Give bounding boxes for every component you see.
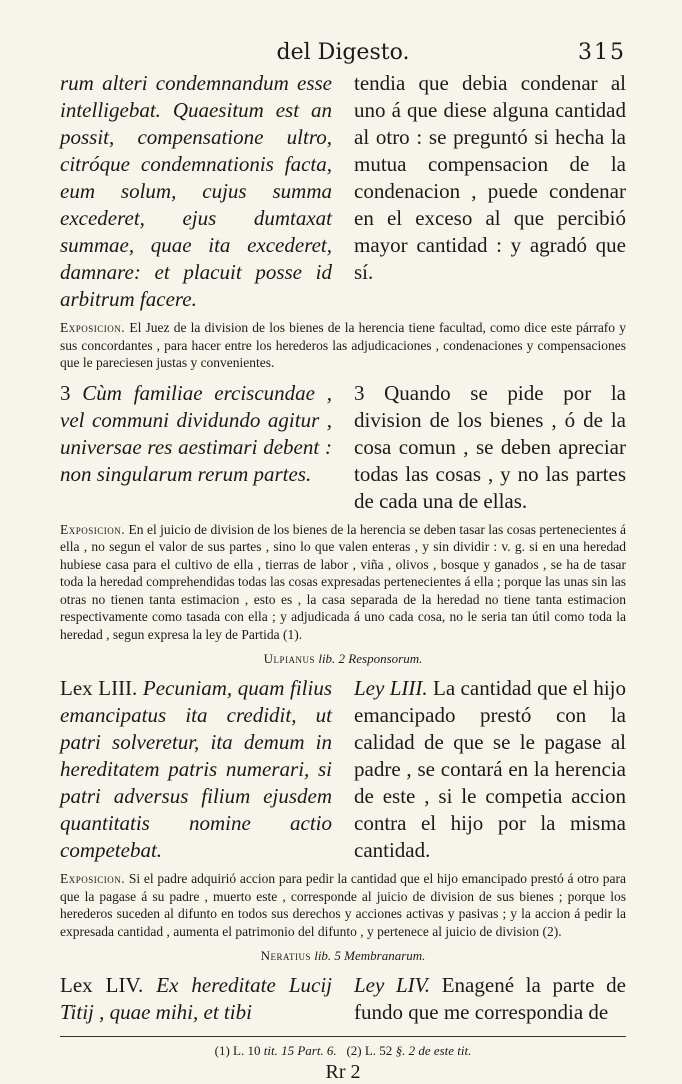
attribution-ulpianus bbox=[60, 651, 626, 667]
footnote-2-mark: (2) bbox=[336, 1043, 365, 1058]
latin-column bbox=[60, 380, 332, 515]
spanish-column: tendia que debia condenar al uno á que diese alguna cantidad al otro : se preguntó si hecha la mutua compensacion de la condenacion , puede condenar en el exceso al que percibió mayor cantidad : y agradó que sí. bbox=[354, 71, 626, 284]
latin-column: rum alteri condemnandum esse intelligebat. Quaesitum est an possit, compensatione ultro, citróque condemnationis facta, eum solum, cujus summa excederet, ejus dumtaxat summae, quae ita excederet, damnare: et placuit posse id arbitrum facere. bbox=[60, 71, 332, 311]
spanish-text: Enagené la parte de fundo que me correspondia de bbox=[354, 973, 626, 1024]
parallel-block-4 bbox=[60, 972, 626, 1026]
paragraph-number: 3 bbox=[354, 380, 365, 405]
footnote-1-text: tit. 15 Part. 6. bbox=[260, 1043, 337, 1058]
footnote-1-ref: L. 10 bbox=[233, 1043, 261, 1058]
exposicion-text: Si el padre adquirió accion para pedir la cantidad que el hijo emancipado prestó á otro para que la pagase á su padre , muerto este , corresponde al juicio de division de sus bienes ; porque los herederos suceden al difunto en todos sus derechos y acciones activas y pasivas ; y la accion á pedir la expresada cantidad , aumenta el patrimonio del difunto , y pertenece al juicio de division (2). bbox=[60, 871, 626, 939]
footnote-2-ref: L. 52 bbox=[364, 1043, 393, 1058]
footnote-1-mark: (1) bbox=[214, 1043, 234, 1058]
exposicion-2 bbox=[60, 521, 626, 644]
law-heading: Lex LIV. bbox=[60, 973, 157, 997]
page-number: 315 bbox=[578, 40, 626, 65]
exposicion-label: Exposicion. bbox=[60, 521, 126, 537]
exposicion-1 bbox=[60, 319, 626, 372]
footnote-2-text: §. 2 de este tit. bbox=[392, 1043, 472, 1058]
paragraph-number: 3 bbox=[60, 380, 71, 405]
latin-column bbox=[60, 972, 332, 1026]
exposicion-label: Exposicion. bbox=[60, 871, 126, 886]
footnotes bbox=[60, 1043, 626, 1059]
latin-text: Ex hereditate Lucij Titij , quae mihi, et tibi bbox=[60, 973, 332, 1024]
running-title: del Digesto. bbox=[276, 40, 410, 65]
spanish-column bbox=[354, 972, 626, 1026]
parallel-block-1 bbox=[60, 70, 626, 313]
parallel-block-3 bbox=[60, 675, 626, 864]
law-heading: Lex LIII. bbox=[60, 676, 143, 700]
spanish-column bbox=[354, 380, 626, 515]
page bbox=[60, 36, 626, 1084]
author-name: Ulpianus bbox=[263, 651, 316, 666]
page-header bbox=[60, 36, 626, 70]
source-citation: lib. 5 Membranarum. bbox=[310, 948, 426, 963]
exposicion-text: En el juicio de division de los bienes de la herencia se deben tasar las cosas pertenecientes á ella , no segun el valor de sus partes , sino lo que valen enteras , y sin dividir : v. g. si en una heredad hubiese casa para el cultivo de ella , tierras de labor , viña , olivos , bosque y ganados , se ha de tasar toda la heredad comprehendidas todas las cosas expresadas pertenecientes á ella ; porque las unas sin las otras no tienen tanta estimacion , esto es , la casa separada de la heredad no tiene tanta estimacion respectivamente como tasada con ella ; y adjudicada á uno cada cosa, no le seria tan útil como toda la heredad , segun expresa la ley de Partida (1). bbox=[60, 521, 626, 642]
footnote-divider bbox=[60, 1036, 626, 1037]
latin-text: Pecuniam, quam filius emancipatus ita credidit, ut patri solveretur, ita demum in hereditatem patris numerari, si patri adversus filium ejusdem quantitatis nomine actio competebat. bbox=[60, 676, 332, 862]
latin-text: Cùm familiae erciscundae , vel communi dividundo agitur , universae res aestimari debent : non singularum rerum partes. bbox=[60, 380, 332, 486]
spanish-text: La cantidad que el hijo emancipado prestó con la calidad de que se le pagase al padre , se contará en la herencia de este , si le competia accion contra el hijo por la misma cantidad. bbox=[354, 676, 626, 862]
spanish-column bbox=[354, 675, 626, 864]
law-heading: Ley LIV. bbox=[354, 973, 431, 997]
attribution-neratius bbox=[60, 948, 626, 964]
author-name: Neratius bbox=[260, 948, 311, 963]
law-heading: Ley LIII. bbox=[354, 676, 428, 700]
spanish-text: Quando se pide por la division de los bienes , ó de la cosa comun , se deben apreciar todas las cosas , y no las partes de cada una de ellas. bbox=[354, 380, 626, 513]
parallel-block-2 bbox=[60, 380, 626, 515]
exposicion-3 bbox=[60, 870, 626, 940]
exposicion-label: Exposicion. bbox=[60, 320, 126, 335]
signature-mark: Rr 2 bbox=[325, 1061, 361, 1083]
exposicion-text: El Juez de la division de los bienes de la herencia tiene facultad, como dice este párrafo y sus concordantes , para hacer entre los herederos las adjudicaciones , condenaciones y compensaciones que le pareciesen justas y convenientes. bbox=[60, 320, 626, 370]
latin-column bbox=[60, 675, 332, 864]
source-citation: lib. 2 Responsorum. bbox=[315, 651, 423, 666]
